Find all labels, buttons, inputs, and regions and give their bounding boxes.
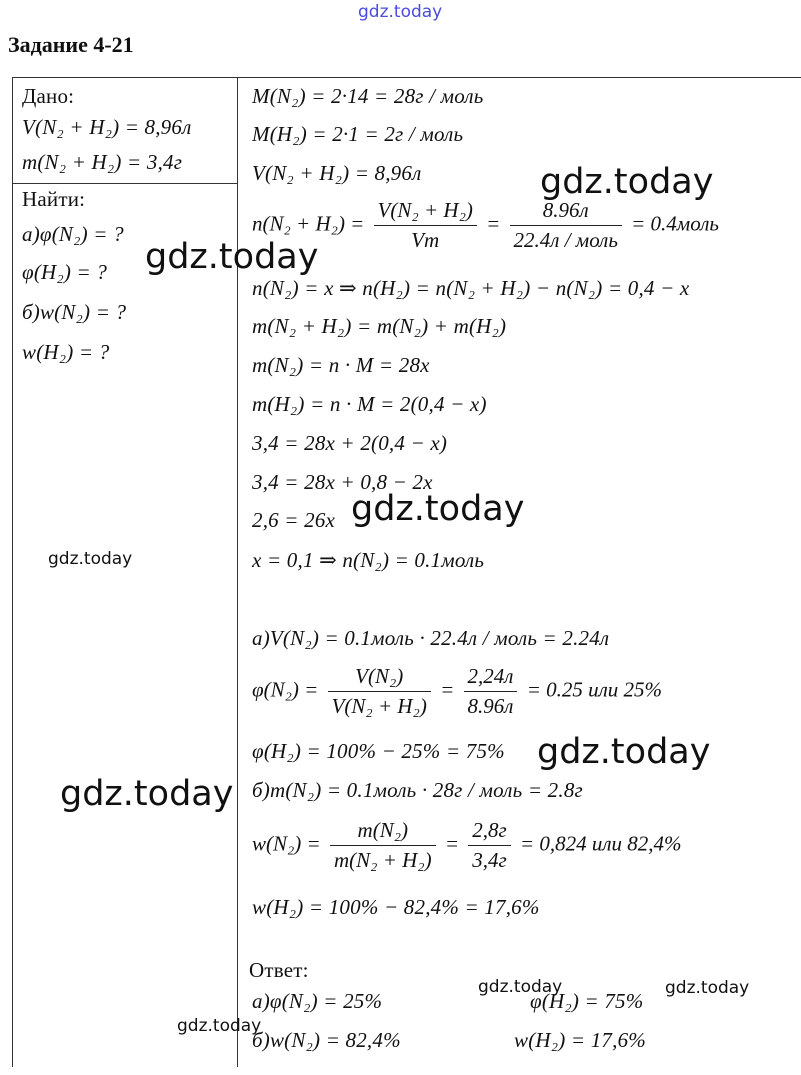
- table-border-left: [12, 77, 13, 1067]
- watermark-7: gdz.today: [478, 977, 563, 997]
- solution-line-8: 3,4 = 28x + 2(0,4 − x): [252, 431, 448, 455]
- watermark-top: gdz.today: [358, 2, 443, 22]
- formula-lhs: φ(N₂) =: [252, 677, 319, 702]
- fraction: [330, 818, 436, 873]
- equals-sign: =: [440, 677, 455, 702]
- numerator: 2,8г: [468, 818, 510, 846]
- task-title: Задание 4-21: [8, 32, 134, 57]
- solution-line-6: m(N₂) = n · M = 28x: [252, 353, 430, 377]
- denominator: Vm: [411, 228, 440, 252]
- given-heading: Дано:: [22, 84, 75, 108]
- denominator: m(N₂ + H₂): [333, 848, 432, 872]
- given-find-divider: [12, 183, 237, 184]
- watermark-1: gdz.today: [540, 162, 714, 202]
- denominator: 8.96л: [467, 694, 514, 718]
- solution-line-5: m(N₂ + H₂) = m(N₂) + m(H₂): [252, 314, 507, 338]
- watermark-2: gdz.today: [145, 237, 319, 277]
- find-w-n2: б)w(N₂) = ?: [22, 300, 127, 324]
- numerator: V(N₂ + H₂): [374, 198, 477, 226]
- solution-line-12: а)V(N₂) = 0.1моль · 22.4л / моль = 2.24л: [252, 626, 610, 650]
- formula-rhs: = 0.25 или 25%: [526, 677, 663, 702]
- find-phi-n2: а)φ(N₂) = ?: [22, 222, 124, 246]
- answer-phi-h2: φ(H₂) = 75%: [530, 989, 644, 1013]
- watermark-5: gdz.today: [537, 732, 711, 772]
- fraction: [374, 198, 477, 253]
- denominator: 3,4г: [472, 848, 507, 872]
- watermark-3: gdz.today: [351, 489, 525, 529]
- denominator: V(N₂ + H₂): [331, 694, 427, 718]
- formula-moles-total: [252, 198, 719, 253]
- formula-rhs: = 0,824 или 82,4%: [519, 831, 682, 856]
- watermark-8: gdz.today: [665, 978, 750, 998]
- solution-line-9: 3,4 = 28x + 0,8 − 2x: [252, 470, 433, 494]
- fraction: [328, 664, 431, 719]
- find-phi-h2: φ(H₂) = ?: [22, 260, 108, 284]
- fraction: [464, 664, 518, 719]
- equals-sign: =: [486, 211, 501, 236]
- answer-phi-n2: а)φ(N₂) = 25%: [252, 989, 383, 1013]
- given-mass: m(N₂ + H₂) = 3,4г: [22, 150, 183, 174]
- fraction: [468, 818, 510, 873]
- denominator: 22.4л / моль: [513, 228, 618, 252]
- answer-w-h2: w(H₂) = 17,6%: [514, 1028, 646, 1052]
- table-border-top: [12, 77, 801, 78]
- solution-line-10: 2,6 = 26x: [252, 508, 336, 532]
- formula-w-n2: [252, 818, 682, 873]
- watermark-6: gdz.today: [60, 774, 234, 814]
- answer-w-n2: б)w(N₂) = 82,4%: [252, 1028, 401, 1052]
- numerator: 2,24л: [464, 664, 518, 692]
- solution-line-7: m(H₂) = n · M = 2(0,4 − x): [252, 392, 487, 416]
- formula-rhs: = 0.4моль: [631, 211, 719, 236]
- solution-line-14: б)m(N₂) = 0.1моль · 28г / моль = 2.8г: [252, 778, 583, 802]
- solution-line-13: φ(H₂) = 100% − 25% = 75%: [252, 739, 505, 763]
- given-volume: V(N₂ + H₂) = 8,96л: [22, 115, 192, 139]
- column-divider: [237, 77, 238, 1067]
- solution-line-11: x = 0,1 ⇒ n(N₂) = 0.1моль: [252, 548, 485, 572]
- find-w-h2: w(H₂) = ?: [22, 340, 110, 364]
- numerator: V(N₂): [328, 664, 431, 692]
- numerator: 8.96л: [510, 198, 622, 226]
- fraction: [510, 198, 622, 253]
- formula-lhs: w(N₂) =: [252, 831, 321, 856]
- solution-line-15: w(H₂) = 100% − 82,4% = 17,6%: [252, 895, 540, 919]
- answer-heading: Ответ:: [249, 958, 309, 982]
- solution-line-1: M(N₂) = 2·14 = 28г / моль: [252, 84, 484, 108]
- numerator: m(N₂): [330, 818, 436, 846]
- watermark-9: gdz.today: [177, 1016, 262, 1036]
- watermark-4: gdz.today: [48, 549, 133, 569]
- equals-sign: =: [444, 831, 460, 856]
- solution-line-3: V(N₂ + H₂) = 8,96л: [252, 161, 422, 185]
- formula-phi-n2: [252, 664, 662, 719]
- solution-line-2: M(H₂) = 2·1 = 2г / моль: [252, 122, 464, 146]
- find-heading: Найти:: [22, 187, 86, 211]
- solution-line-4: n(N₂) = x ⇒ n(H₂) = n(N₂ + H₂) − n(N₂) = 0,4 − x: [252, 276, 690, 300]
- formula-lhs: n(N₂ + H₂) =: [252, 211, 365, 236]
